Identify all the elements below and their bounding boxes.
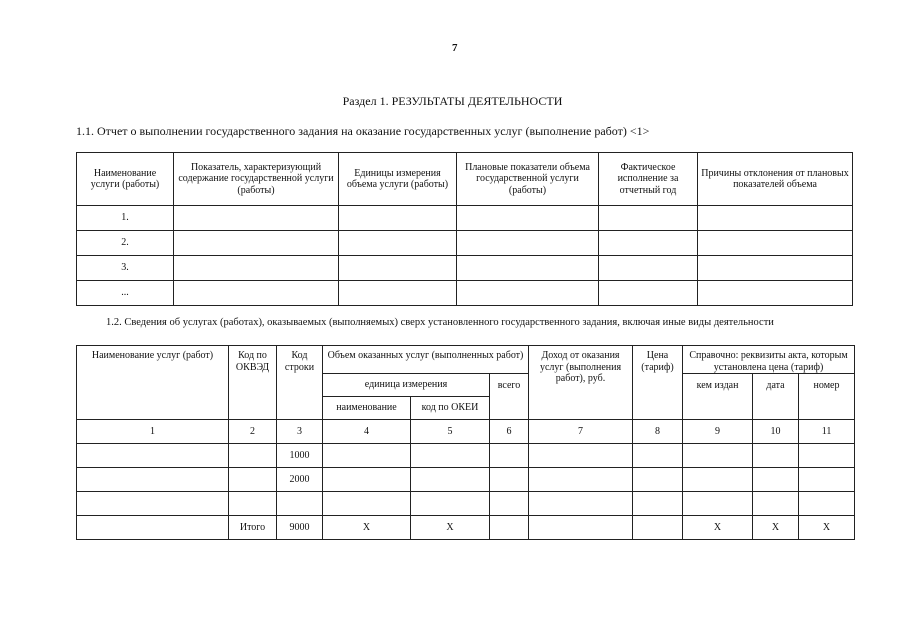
services-report-table bbox=[76, 152, 853, 306]
table-cell bbox=[174, 231, 339, 256]
line-code: 1000 bbox=[277, 444, 323, 468]
table-cell bbox=[599, 281, 698, 306]
table-row bbox=[77, 256, 853, 281]
table-cell bbox=[633, 468, 683, 492]
x-mark: X bbox=[323, 516, 411, 540]
table-cell bbox=[457, 281, 599, 306]
header-cell: всего bbox=[490, 374, 529, 420]
header-cell: единица измерения bbox=[323, 374, 490, 397]
table-row bbox=[77, 468, 855, 492]
column-number: 11 bbox=[799, 420, 855, 444]
table-cell bbox=[457, 256, 599, 281]
table-cell bbox=[698, 256, 853, 281]
page-number: 7 bbox=[452, 42, 458, 54]
table-cell bbox=[698, 206, 853, 231]
header-cell: Причины отклонения от плановых показателей объема bbox=[698, 153, 853, 206]
table-cell bbox=[339, 206, 457, 231]
table-cell bbox=[411, 444, 490, 468]
table-cell bbox=[529, 444, 633, 468]
header-cell: Код строки bbox=[277, 346, 323, 420]
table-header-row bbox=[77, 346, 855, 374]
table-cell bbox=[753, 492, 799, 516]
x-mark: X bbox=[683, 516, 753, 540]
header-cell: Плановые показатели объема государственной услуги (работы) bbox=[457, 153, 599, 206]
header-cell: Показатель, характеризующий содержание государственной услуги (работы) bbox=[174, 153, 339, 206]
table-cell bbox=[529, 492, 633, 516]
line-code bbox=[277, 492, 323, 516]
table-cell bbox=[599, 231, 698, 256]
table-cell bbox=[323, 492, 411, 516]
table-cell bbox=[633, 492, 683, 516]
row-number: ... bbox=[77, 281, 174, 306]
table-row bbox=[77, 231, 853, 256]
x-mark: X bbox=[411, 516, 490, 540]
column-number: 9 bbox=[683, 420, 753, 444]
column-number: 7 bbox=[529, 420, 633, 444]
table-cell bbox=[77, 516, 229, 540]
row-number: 1. bbox=[77, 206, 174, 231]
subsection-2-title: 1.2. Сведения об услугах (работах), оказываемых (выполняемых) сверх установленного государственного задания, включая иные виды деятельности bbox=[106, 317, 774, 328]
table-cell bbox=[174, 256, 339, 281]
table-cell bbox=[339, 231, 457, 256]
column-number: 6 bbox=[490, 420, 529, 444]
header-cell: код по ОКЕИ bbox=[411, 397, 490, 420]
header-cell: Цена (тариф) bbox=[633, 346, 683, 420]
total-row bbox=[77, 516, 855, 540]
header-cell: Единицы измерения объема услуги (работы) bbox=[339, 153, 457, 206]
column-number: 3 bbox=[277, 420, 323, 444]
table-cell bbox=[174, 281, 339, 306]
table-cell bbox=[683, 468, 753, 492]
header-cell: наименование bbox=[323, 397, 411, 420]
column-number: 5 bbox=[411, 420, 490, 444]
table-cell bbox=[683, 492, 753, 516]
table-cell bbox=[683, 444, 753, 468]
extra-services-table bbox=[76, 345, 855, 540]
total-code: 9000 bbox=[277, 516, 323, 540]
header-cell: Наименование услуг (работ) bbox=[77, 346, 229, 420]
table-cell bbox=[799, 444, 855, 468]
table-row bbox=[77, 492, 855, 516]
x-mark: X bbox=[799, 516, 855, 540]
table-cell bbox=[490, 468, 529, 492]
table-cell bbox=[599, 206, 698, 231]
table-cell bbox=[633, 444, 683, 468]
table-cell bbox=[753, 444, 799, 468]
table-cell bbox=[323, 444, 411, 468]
column-number: 4 bbox=[323, 420, 411, 444]
table-cell bbox=[229, 468, 277, 492]
section-title: Раздел 1. РЕЗУЛЬТАТЫ ДЕЯТЕЛЬНОСТИ bbox=[342, 94, 563, 108]
table-cell bbox=[323, 468, 411, 492]
row-number: 2. bbox=[77, 231, 174, 256]
table-cell bbox=[490, 444, 529, 468]
table-cell bbox=[698, 231, 853, 256]
table-cell bbox=[339, 256, 457, 281]
table-cell bbox=[529, 516, 633, 540]
table-cell bbox=[753, 468, 799, 492]
table-cell bbox=[411, 468, 490, 492]
table-cell bbox=[229, 444, 277, 468]
table-cell bbox=[799, 492, 855, 516]
header-cell: Справочно: реквизиты акта, которым установлена цена (тариф) bbox=[683, 346, 855, 374]
table-header-row bbox=[77, 153, 853, 206]
header-cell: Доход от оказания услуг (выполнения работ), руб. bbox=[529, 346, 633, 420]
table-cell bbox=[77, 492, 229, 516]
header-cell: Код по ОКВЭД bbox=[229, 346, 277, 420]
table-row bbox=[77, 281, 853, 306]
table-cell bbox=[529, 468, 633, 492]
subsection-1-title: 1.1. Отчет о выполнении государственного задания на оказание государственных услуг (выполнение работ) <1> bbox=[76, 124, 650, 138]
table-cell bbox=[698, 281, 853, 306]
table-cell bbox=[599, 256, 698, 281]
header-cell: Фактическое исполнение за отчетный год bbox=[599, 153, 698, 206]
table-cell bbox=[411, 492, 490, 516]
column-number: 1 bbox=[77, 420, 229, 444]
line-code: 2000 bbox=[277, 468, 323, 492]
table-cell bbox=[457, 206, 599, 231]
header-cell: Наименование услуги (работы) bbox=[77, 153, 174, 206]
header-cell: номер bbox=[799, 374, 855, 420]
column-number: 10 bbox=[753, 420, 799, 444]
header-cell: кем издан bbox=[683, 374, 753, 420]
table-cell bbox=[490, 492, 529, 516]
header-cell: Объем оказанных услуг (выполненных работ) bbox=[323, 346, 529, 374]
column-number: 8 bbox=[633, 420, 683, 444]
table-cell bbox=[799, 468, 855, 492]
header-cell: дата bbox=[753, 374, 799, 420]
column-number-row bbox=[77, 420, 855, 444]
table-row bbox=[77, 444, 855, 468]
table-cell bbox=[339, 281, 457, 306]
table-cell bbox=[457, 231, 599, 256]
table-cell bbox=[77, 444, 229, 468]
total-label: Итого bbox=[229, 516, 277, 540]
table-cell bbox=[229, 492, 277, 516]
column-number: 2 bbox=[229, 420, 277, 444]
table-cell bbox=[633, 516, 683, 540]
table-cell bbox=[490, 516, 529, 540]
table-cell bbox=[77, 468, 229, 492]
x-mark: X bbox=[753, 516, 799, 540]
table-cell bbox=[174, 206, 339, 231]
table-row bbox=[77, 206, 853, 231]
row-number: 3. bbox=[77, 256, 174, 281]
